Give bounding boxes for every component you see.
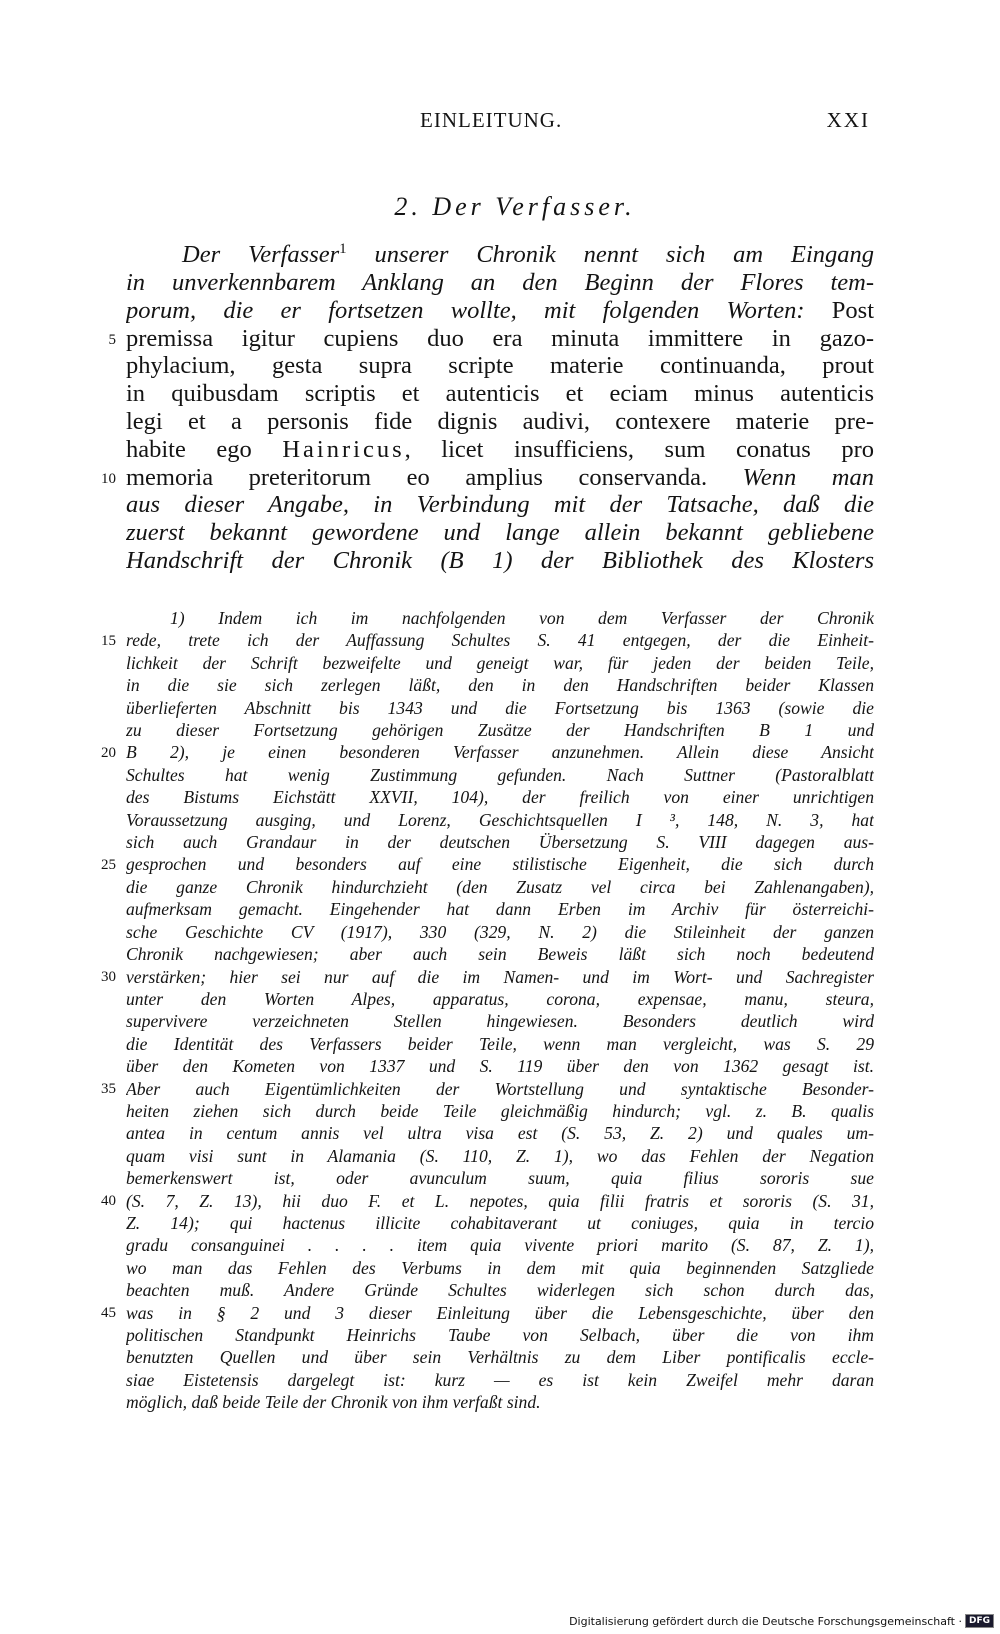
footnote-line: Aber auch Eigentümlichkeiten der Wortstellung und syntaktische Besonder-: [126, 1078, 874, 1099]
footnote-block: [126, 607, 874, 1414]
main-line: zuerst bekannt gewordene und lange allein bekannt gebliebene: [126, 519, 874, 547]
footnote-line: in die sie sich zerlegen läßt, den in den Handschriften beider Klassen: [126, 675, 874, 696]
footnote-line: politischen Standpunkt Heinrichs Taube von Selbach, über die von ihm: [126, 1325, 874, 1345]
footnote-line: sich auch Grandaur in der deutschen Übersetzung S. VIII dagegen aus-: [126, 832, 874, 853]
footnote-line: aufmerksam gemacht. Eingehender hat dann Erben im Archiv für österreichi-: [126, 899, 874, 920]
line-number: 10: [101, 471, 116, 487]
footnote-line: Schultes hat wenig Zustimmung gefunden. Nach Suttner (Pastoralblatt: [126, 764, 874, 785]
main-line: phylacium, gesta supra scripte materie continuanda, prout: [126, 352, 874, 380]
main-line: habite ego Hainricus, licet insufficiens, sum conatus pro: [126, 435, 874, 463]
line-number: 25: [101, 857, 116, 873]
digitization-credit: [569, 1614, 994, 1628]
footnote-line: gesprochen und besonders auf eine stilistische Eigenheit, die sich durch: [126, 854, 874, 875]
footnote-line: überlieferten Abschnitt bis 1343 und die Fortsetzung bis 1363 (sowie die: [126, 697, 874, 718]
main-line: premissa igitur cupiens duo era minuta immittere in gazo-: [126, 324, 874, 352]
page-number: XXI: [826, 108, 870, 132]
main-line: Der Verfasser$^1$ unserer Chronik nennt sich am Eingang: [182, 241, 874, 269]
footnote-line: supervivere verzeichneten Stellen hingewiesen. Besonders deutlich wird: [126, 1011, 874, 1032]
line-number: 30: [101, 969, 116, 985]
footnote-line: quam visi sunt in Alamania (S. 110, Z. 1), wo das Fehlen der Negation: [126, 1145, 874, 1166]
footnote-line: siae Eistetensis dargelegt ist: kurz — es ist kein Zweifel mehr daran: [126, 1369, 874, 1390]
main-line: legi et a personis fide dignis audivi, contexere materie pre-: [126, 407, 874, 435]
running-title: EINLEITUNG.: [420, 108, 563, 132]
main-line: aus dieser Angabe, in Verbindung mit der Tatsache, daß die: [126, 491, 874, 519]
line-number: 40: [101, 1193, 116, 1209]
line-number: 35: [101, 1081, 116, 1097]
footnote-line: rede, trete ich der Auffassung Schultes S. 41 entgegen, der die Einheit-: [126, 630, 874, 651]
main-line: memoria preteritorum eo amplius conservanda. Wenn man: [126, 463, 874, 491]
footnote-line: beachten muß. Andere Gründe Schultes widerlegen sich schon durch das,: [126, 1280, 874, 1301]
main-line: Handschrift der Chronik (B 1) der Bibliothek des Klosters: [126, 546, 874, 574]
line-number: 45: [101, 1305, 116, 1321]
footnote-line: zu dieser Fortsetzung gehörigen Zusätze der Handschriften B 1 und: [126, 720, 874, 741]
footnote-line: wo man das Fehlen des Verbums in dem mit quia beginnenden Satzgliede: [126, 1257, 874, 1278]
footnote-line: (S. 7, Z. 13), hii duo F. et L. nepotes, quia filii fratris et sororis (S. 31,: [126, 1190, 874, 1211]
main-line: in quibusdam scriptis et autenticis et eciam minus autenticis: [126, 380, 874, 408]
footnote-line: die ganze Chronik hindurchzieht (den Zusatz vel circa bei Zahlenangaben),: [126, 876, 874, 897]
footnote-line: Chronik nachgewiesen; aber auch sein Beweis läßt sich noch bedeutend: [126, 944, 874, 965]
footnote-mark: 1: [339, 241, 347, 257]
line-number: 20: [101, 745, 116, 761]
footnote-line: heiten ziehen sich durch beide Teile gleichmäßig hindurch; vgl. z. B. qualis: [126, 1100, 874, 1121]
footnote-line: gradu consanguinei . . . . item quia vivente priori marito (S. 87, Z. 1),: [126, 1235, 874, 1256]
footnote-line: antea in centum annis vel ultra visa est (S. 53, Z. 2) und quales um-: [126, 1123, 874, 1144]
running-header: [126, 108, 870, 140]
footnote-line: möglich, daß beide Teile der Chronik von ihm verfaßt sind.: [126, 1392, 541, 1413]
main-text: [126, 236, 874, 575]
footnote-line: was in § 2 und 3 dieser Einleitung über die Lebensgeschichte, über den: [126, 1302, 874, 1323]
footnote-line: die Identität des Verfassers beider Teile, wenn man vergleicht, was S. 29: [126, 1033, 874, 1054]
footnote-line: lichkeit der Schrift bezweifelte und geneigt war, für jeden der beiden Teile,: [126, 652, 874, 673]
line-number: 5: [108, 332, 116, 348]
footnote-line: unter den Worten Alpes, apparatus, corona, expensae, manu, steura,: [126, 988, 874, 1009]
footnote-line: 1) Indem ich im nachfolgenden von dem Verfasser der Chronik: [170, 608, 874, 628]
author-name: Hainricus: [282, 435, 405, 463]
main-line: in unverkennbarem Anklang an den Beginn der Flores tem-: [126, 268, 874, 296]
footnote-line: sche Geschichte CV (1917), 330 (329, N. 2) die Stileinheit der ganzen: [126, 921, 874, 942]
section-heading: 2. Der Verfasser.: [394, 192, 636, 221]
footnote-line: über den Kometen von 1337 und S. 119 über den von 1362 gesagt ist.: [126, 1056, 874, 1077]
footnote-line: bemerkenswert ist, oder avunculum suum, quia filius sororis sue: [126, 1168, 874, 1189]
dfg-logo: DFG: [965, 1614, 994, 1628]
footnote-line: verstärken; hier sei nur auf die im Namen- und im Wort- und Sachregister: [126, 966, 874, 987]
footnote-line: des Bistums Eichstätt XXVII, 104), der freilich von einer unrichtigen: [126, 787, 874, 808]
footnote-line: Voraussetzung ausging, und Lorenz, Geschichtsquellen I ³, 148, N. 3, hat: [126, 809, 874, 830]
footnote-line: Z. 14); qui hactenus illicite cohabitaverant ut coniuges, quia in tercio: [126, 1212, 874, 1233]
credit-text: Digitalisierung gefördert durch die Deutsche Forschungsgemeinschaft ·: [569, 1614, 962, 1628]
footnote-line: benutzten Quellen und über sein Verhältnis zu dem Liber pontificalis eccle-: [126, 1347, 874, 1368]
line-number: 15: [101, 633, 116, 649]
main-line: porum, die er fortsetzen wollte, mit folgenden Worten: Post: [126, 296, 874, 324]
footnote-line: B 2), je einen besonderen Verfasser anzunehmen. Allein diese Ansicht: [126, 742, 874, 763]
